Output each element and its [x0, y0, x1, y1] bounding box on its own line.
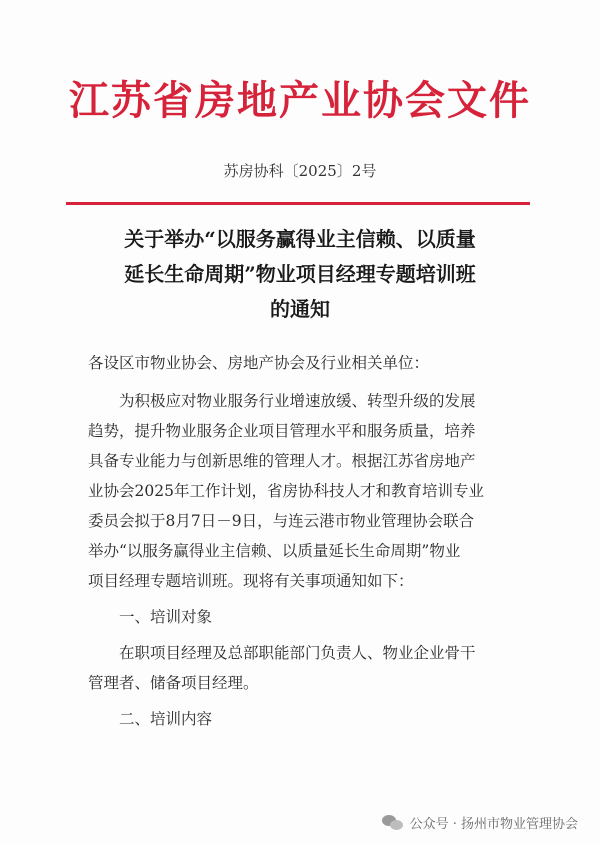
paragraph-line: 委员会拟于8月7日－9日，与连云港市物业管理协会联合 [88, 512, 475, 530]
document-number: 苏房协科〔2025〕2号 [223, 162, 377, 180]
document-body [88, 348, 512, 734]
section-2-heading: 二、培训内容 [119, 710, 213, 728]
recipient-line: 各设区市物业协会、房地产协会及行业相关单位： [88, 354, 430, 372]
section-1-heading: 一、培训对象 [119, 608, 213, 626]
paragraph-line: 举办“以服务赢得业主信赖、以质量延长生命周期”物业 [88, 542, 461, 560]
intro-paragraph [88, 386, 512, 596]
red-divider [66, 202, 530, 205]
watermark-text: 公众号 · 扬州市物业管理协会 [409, 817, 578, 832]
notice-title-line: 延长生命周期”物业项目经理专题培训班 [124, 262, 476, 286]
paragraph-line: 管理者、储备项目经理。 [88, 674, 259, 692]
section-heading [88, 704, 512, 734]
paragraph-line: 具备专业能力与创新思维的管理人才。根据江苏省房地产 [88, 452, 476, 470]
notice-title-line: 关于举办“以服务赢得业主信赖、以质量 [124, 227, 476, 251]
wechat-icon [382, 815, 404, 831]
paragraph-line: 项目经理专题培训班。现将有关事项通知如下： [88, 572, 414, 590]
paragraph-line: 趋势，提升物业服务企业项目管理水平和服务质量，培养 [88, 422, 476, 440]
notice-title [70, 222, 530, 327]
section-1-paragraph [88, 638, 512, 698]
watermark [382, 813, 578, 832]
notice-title-line: 的通知 [270, 297, 330, 321]
section-heading [88, 602, 512, 632]
document-header-title: 江苏省房地产业协会文件 [69, 77, 531, 124]
paragraph-line: 在职项目经理及总部职能部门负责人、物业企业骨干 [119, 644, 476, 662]
paragraph-line: 为积极应对物业服务行业增速放缓、转型升级的发展 [119, 392, 476, 410]
paragraph-line: 业协会2025年工作计划，省房协科技人才和教育培训专业 [88, 482, 484, 500]
